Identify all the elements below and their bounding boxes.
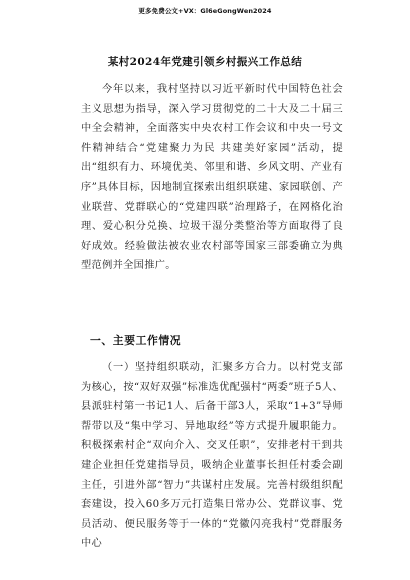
section-heading: 一、主要工作情况 — [90, 334, 182, 347]
header-note: 更多免费公文+VX：Gl6eGongWen2024 — [138, 7, 272, 15]
intro-paragraph: 今年以来，我村坚持以习近平新时代中国特色社会主义思想为指导，深入学习贯彻党的二十大及二十届三中全会精神，全面落实中央农村工作会议和中央一号文件精神结合“党建聚力为民 共建美好家园”活动，提出“组织有力、环境优美、邻里和谐、乡风文明、产业有序”具体目标，因地制宜探索出组织联建、家园联创、产业联营、党群联心的“党建四联”治理路子，在网格化治理、爱心积分兑换、垃圾干湿分类整治等方面取得了良好成效。经验做法被农业农村部等国家三部委确立为典型范例并全国推广。 — [81, 84, 343, 272]
intro-block — [81, 80, 343, 276]
section-block — [81, 358, 343, 554]
document-title: 某村2024年党建引领乡村振兴工作总结 — [107, 56, 303, 68]
section-paragraph: （一）坚持组织联动，汇聚多方合力。以村党支部为核心，按“双好双强”标准选优配强村“两委”班子5人、县派驻村第一书记1人、后备干部3人，采取“1+3”导师帮带以及“集中学习、异地取经”等方式提升履职能力。积极探索村企“双向介入、交叉任职”，安排老村干到共建企业担任党建指导员，吸纳企业董事长担任村委会副主任，引进外部“智力”共谋村庄发展。完善村级组织配套建设，投入60多万元打造集日常办公、党群议事、党员活动、便民服务等于一体的“党徽闪亮我村”党群服务中心 — [81, 362, 343, 550]
